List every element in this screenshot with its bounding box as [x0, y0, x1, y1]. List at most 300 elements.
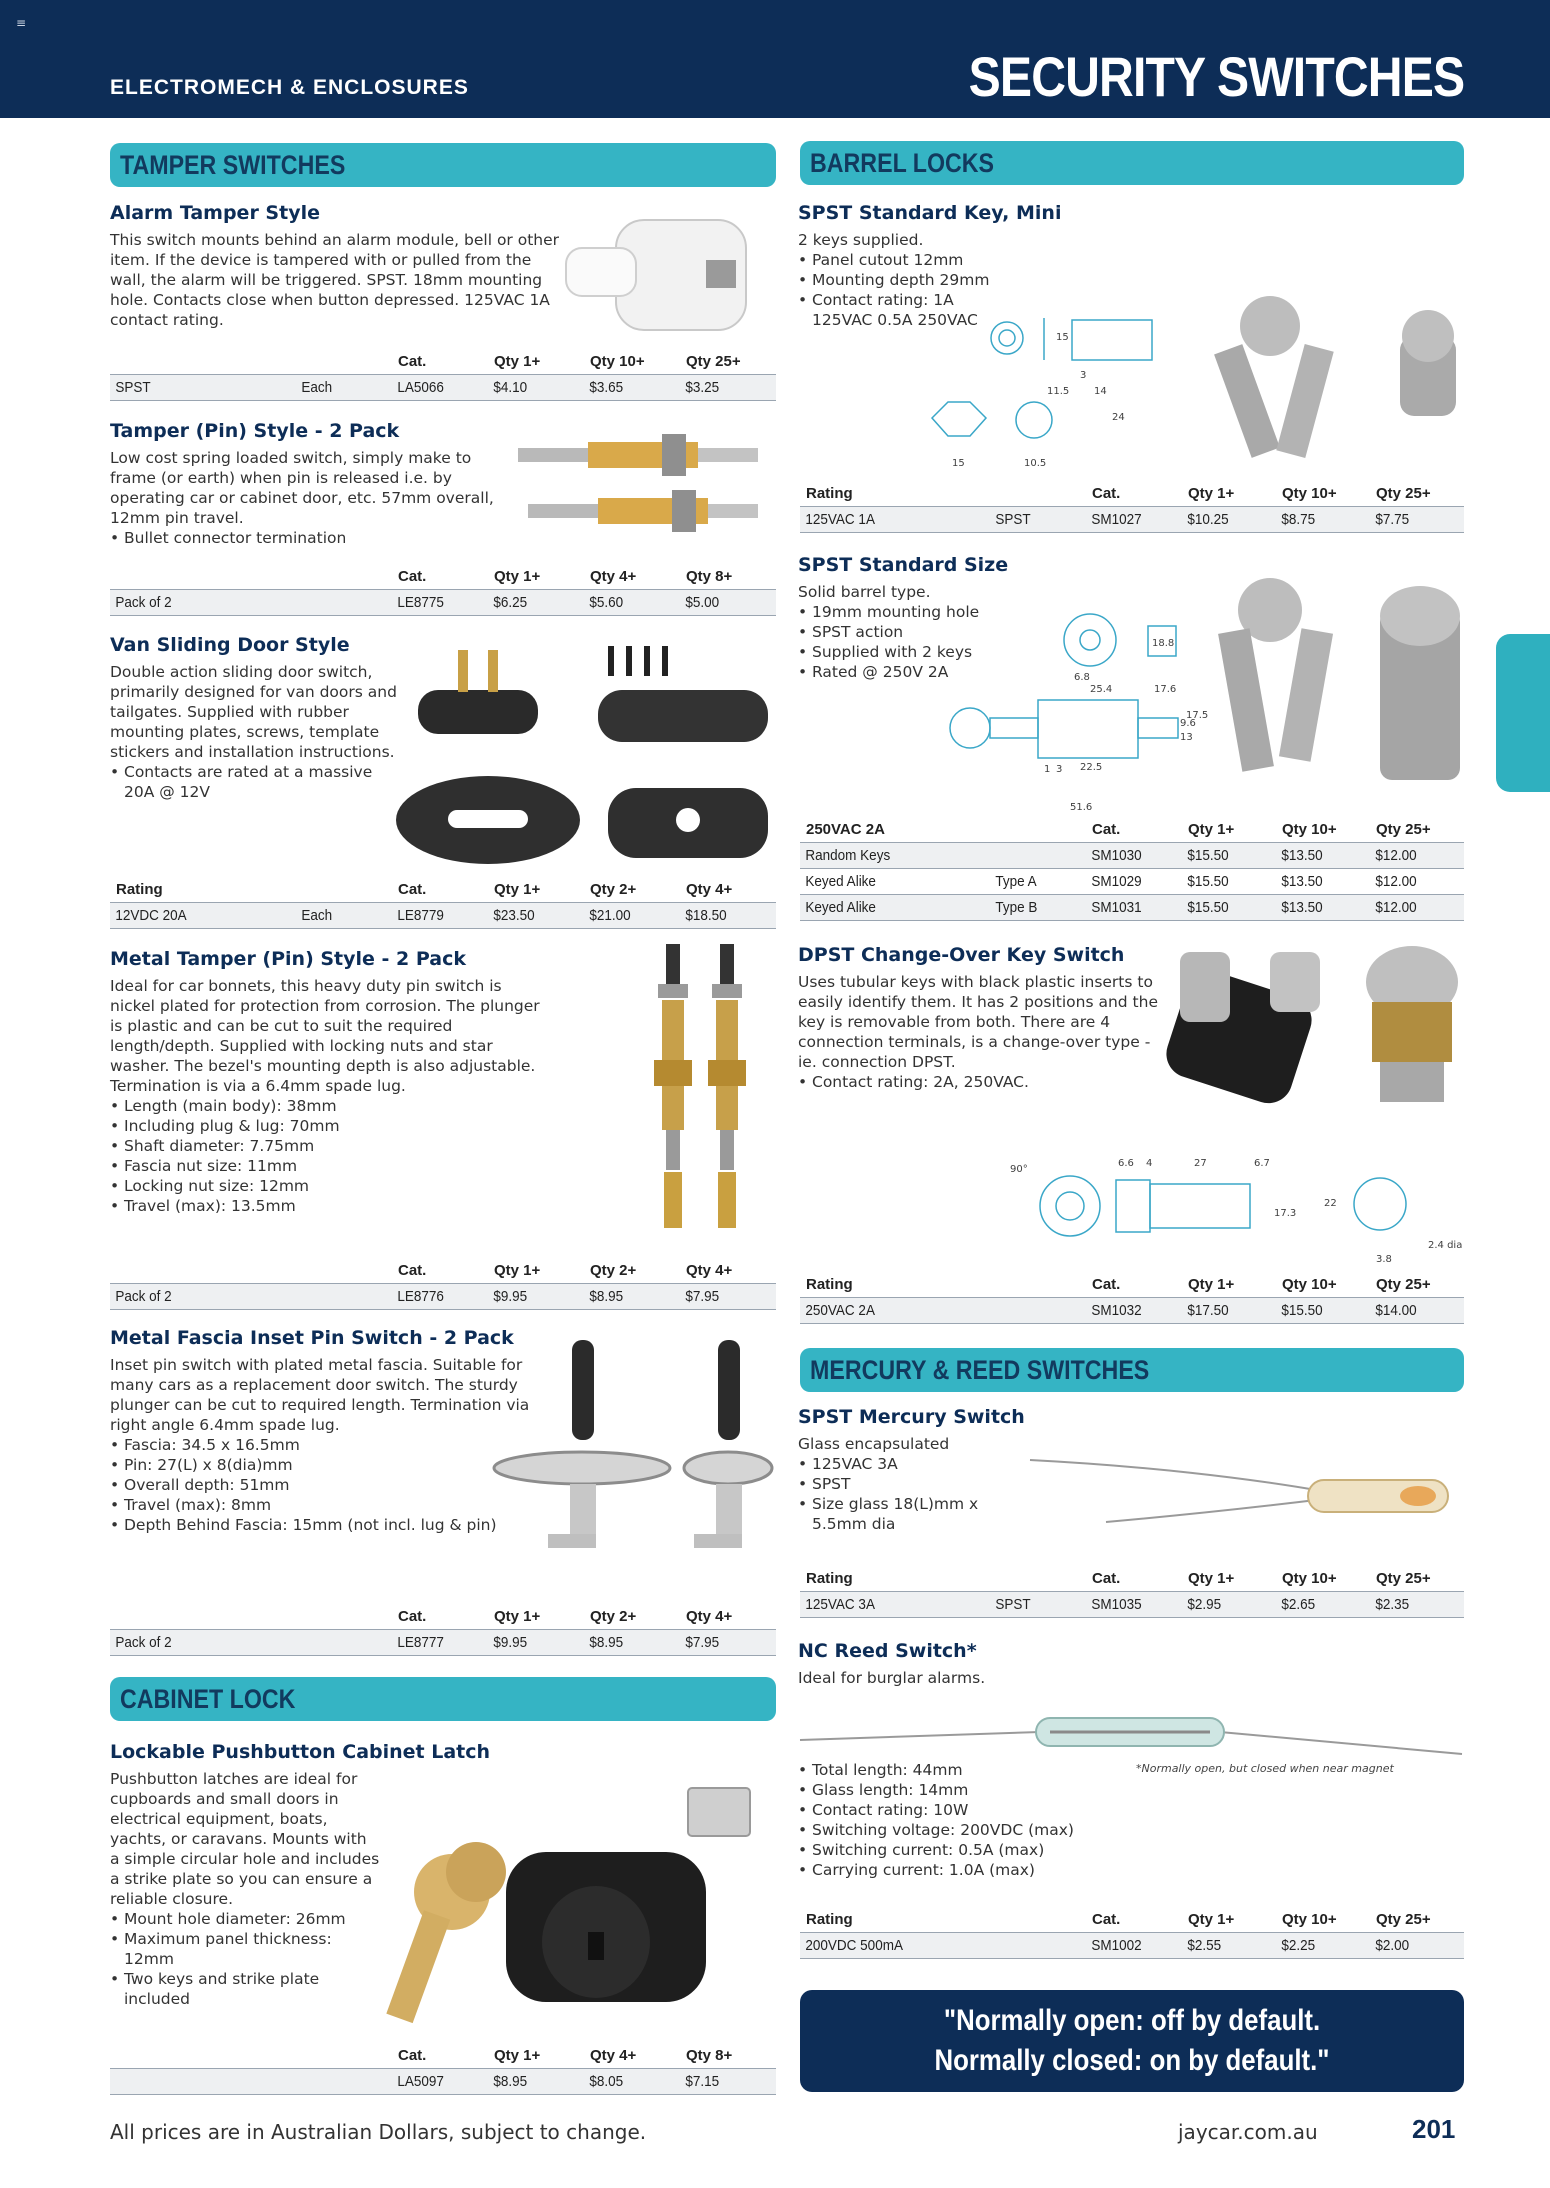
col-header: Rating — [806, 484, 853, 502]
col-header: Cat. — [1092, 820, 1121, 838]
price-table — [110, 563, 776, 616]
cell: $12.00 — [1375, 873, 1417, 890]
product-title: DPST Change-Over Key Switch — [798, 944, 1125, 966]
product-metal-tamper — [110, 948, 546, 1216]
cell: $8.95 — [493, 2073, 528, 2090]
list-item: • Including plug & lug: 70mm — [110, 1116, 546, 1136]
table-row — [800, 868, 1464, 894]
list-item: • Supplied with 2 keys — [798, 642, 1018, 662]
price-table — [110, 1603, 776, 1656]
section-bar-mercury — [800, 1348, 1464, 1392]
cell: LE8779 — [397, 907, 444, 924]
list-item: • Contact rating: 2A, 250VAC. — [798, 1072, 1168, 1092]
cell: $4.10 — [493, 379, 528, 396]
product-title: Metal Fascia Inset Pin Switch - 2 Pack — [110, 1327, 514, 1349]
list-item: • Pin: 27(L) x 8(dia)mm — [110, 1455, 540, 1475]
reed-switch-image — [800, 1700, 1464, 1764]
product-title: Metal Tamper (Pin) Style - 2 Pack — [110, 948, 467, 970]
cell: SM1027 — [1091, 511, 1142, 528]
section-bar-tamper — [110, 143, 776, 187]
dim-label: 27 — [1194, 1158, 1207, 1169]
product-title: Alarm Tamper Style — [110, 202, 320, 224]
cell: $15.50 — [1187, 873, 1229, 890]
cell — [296, 1283, 382, 1309]
alarm-tamper-switch-image — [556, 200, 776, 350]
cell: $15.50 — [1281, 1302, 1323, 1319]
col-header: Cat. — [1092, 1275, 1121, 1293]
reed-spec-block — [798, 1760, 1138, 1880]
section-label: ELECTROMECH & ENCLOSURES — [110, 76, 469, 99]
menu-icon[interactable]: ≡ — [16, 16, 27, 30]
dpst-dimension-drawing — [1000, 1150, 1463, 1270]
col-header: Cat. — [398, 1607, 427, 1625]
spec-list — [798, 1072, 1168, 1092]
col-header — [110, 1603, 296, 1629]
col-header: Qty 25+ — [1376, 820, 1431, 838]
list-item: • SPST action — [798, 622, 1018, 642]
col-header: Qty 4+ — [686, 1261, 733, 1279]
spec-list — [110, 1435, 540, 1535]
dim-label: 3 — [1056, 764, 1063, 775]
dim-label: 22 — [1324, 1198, 1337, 1209]
col-header — [110, 348, 296, 374]
cell: $23.50 — [493, 907, 535, 924]
cell: SPST — [995, 511, 1031, 528]
col-header: Qty 10+ — [1282, 1275, 1337, 1293]
table-row — [110, 1283, 776, 1309]
product-metal-fascia — [110, 1327, 540, 1535]
product-description: Uses tubular keys with black plastic inserts to easily identify them. It has 2 positions and the key is removable from both. There are 4 connection terminals, is a change-over type - ie. connection DPST. — [798, 973, 1158, 1071]
list-item: • Rated @ 250V 2A — [798, 662, 1018, 682]
col-header: Qty 4+ — [590, 567, 637, 585]
cell: SM1031 — [1091, 899, 1142, 916]
list-item: • Contact rating: 1A 125VAC 0.5A 250VAC — [798, 290, 998, 330]
cell: Type A — [995, 873, 1037, 890]
col-header: Qty 1+ — [1188, 484, 1235, 502]
product-description: This switch mounts behind an alarm module, bell or other item. If the device is tampered with or pulled from the wall, the alarm will be triggered. SPST. 18mm mounting hole. Contacts close when button depressed. 125VAC 1A contact rating. — [110, 231, 560, 329]
cell: $7.15 — [685, 2073, 720, 2090]
dim-label: 17.6 — [1154, 684, 1177, 695]
col-header: Qty 1+ — [494, 880, 541, 898]
dim-label: 22.5 — [1080, 762, 1103, 773]
list-item: • Mounting depth 29mm — [798, 270, 998, 290]
cell — [296, 2068, 382, 2094]
spst-standard-keys-image — [1200, 570, 1468, 800]
cell: $5.60 — [589, 594, 624, 611]
spst-mini-keys-image — [1210, 286, 1468, 466]
col-header — [110, 1257, 296, 1283]
price-table — [800, 1565, 1464, 1618]
cell: $6.25 — [493, 594, 528, 611]
list-item: • 125VAC 3A — [798, 1454, 1018, 1474]
cell: $13.50 — [1281, 899, 1323, 916]
list-item: • Glass length: 14mm — [798, 1780, 1138, 1800]
website-link[interactable]: jaycar.com.au — [1178, 2120, 1318, 2144]
product-description: Ideal for burglar alarms. — [798, 1669, 986, 1687]
col-header: Qty 10+ — [590, 352, 645, 370]
cell: 250VAC 2A — [805, 1302, 875, 1319]
col-header — [296, 876, 392, 902]
cell — [296, 1629, 382, 1655]
cell: $15.50 — [1187, 847, 1229, 864]
list-item: • Shaft diameter: 7.75mm — [110, 1136, 546, 1156]
cell — [990, 1932, 1076, 1958]
spec-list — [110, 762, 400, 802]
dim-label: 15 — [1056, 332, 1069, 343]
cell: Type B — [995, 899, 1038, 916]
section-bar-label: TAMPER SWITCHES — [120, 150, 346, 180]
cell: $2.00 — [1375, 1937, 1410, 1954]
dim-label: 11.5 — [1047, 386, 1070, 397]
dim-label: 10.5 — [1024, 458, 1047, 469]
spec-list — [110, 1096, 546, 1216]
list-item: • 19mm mounting hole — [798, 602, 1018, 622]
dim-label: 13 — [1180, 732, 1193, 743]
page-header — [0, 0, 1550, 118]
col-header — [296, 2042, 392, 2068]
cell: $8.05 — [589, 2073, 624, 2090]
cell: $2.25 — [1281, 1937, 1316, 1954]
list-item: • Travel (max): 8mm — [110, 1495, 540, 1515]
cell: $15.50 — [1187, 899, 1229, 916]
note-line-2: Normally closed: on by default." — [934, 2044, 1330, 2077]
cell: $18.50 — [685, 907, 727, 924]
list-item: • Switching current: 0.5A (max) — [798, 1840, 1138, 1860]
col-header: Qty 2+ — [590, 1607, 637, 1625]
dim-label: 17.5 — [1186, 710, 1209, 721]
cell: $12.00 — [1375, 847, 1417, 864]
dim-label: 9.6 — [1180, 718, 1196, 729]
col-header: Qty 1+ — [1188, 1569, 1235, 1587]
dim-label: 6.7 — [1254, 1158, 1270, 1169]
col-header — [990, 1565, 1086, 1591]
table-row — [110, 2068, 776, 2094]
col-header: Qty 2+ — [590, 880, 637, 898]
note-line-1: "Normally open: off by default. — [943, 2004, 1321, 2037]
dim-label: 18.8 — [1152, 638, 1175, 649]
spst-standard-dimension-drawing — [940, 600, 1209, 820]
product-cabinet-latch — [110, 1741, 491, 2009]
normally-open-closed-note — [800, 1990, 1464, 2092]
col-header: Qty 10+ — [1282, 820, 1337, 838]
col-header — [296, 1603, 392, 1629]
product-description: Glass encapsulated — [798, 1435, 950, 1453]
col-header: Qty 1+ — [1188, 820, 1235, 838]
dim-label: 24 — [1112, 412, 1125, 423]
col-header — [990, 816, 1086, 842]
cell: 125VAC 1A — [805, 511, 875, 528]
dim-label: 17.3 — [1274, 1208, 1297, 1219]
cell: SM1032 — [1091, 1302, 1142, 1319]
col-header — [296, 563, 392, 589]
col-header: Cat. — [398, 567, 427, 585]
table-row — [110, 589, 776, 615]
page-number: 201 — [1412, 2114, 1456, 2144]
table-row — [800, 1297, 1464, 1323]
cell: LA5097 — [397, 2073, 444, 2090]
spec-list — [798, 1454, 1018, 1534]
col-header: Qty 10+ — [1282, 1569, 1337, 1587]
list-item: • Fascia: 34.5 x 16.5mm — [110, 1435, 540, 1455]
col-header: Cat. — [1092, 484, 1121, 502]
cell — [110, 2068, 277, 2094]
col-header: Qty 1+ — [1188, 1910, 1235, 1928]
col-header: Qty 25+ — [1376, 484, 1431, 502]
cell: Random Keys — [805, 847, 891, 864]
cell: SM1030 — [1091, 847, 1142, 864]
cell: SPST — [115, 379, 151, 396]
cell: $17.50 — [1187, 1302, 1229, 1319]
product-description: Pushbutton latches are ideal for cupboards and small doors in electrical equipment, boats, yachts, or caravans. Mounts with a simple circular hole and includes a strike plate so you can ensure a reliable closure. — [110, 1770, 380, 1908]
product-title: NC Reed Switch* — [798, 1640, 977, 1662]
dim-label: 3 — [1080, 370, 1087, 381]
col-header: Qty 25+ — [686, 352, 741, 370]
col-header: Qty 2+ — [590, 1261, 637, 1279]
price-table — [800, 480, 1464, 533]
product-mercury — [798, 1406, 1025, 1534]
col-header: Qty 10+ — [1282, 1910, 1337, 1928]
cell: Pack of 2 — [115, 594, 172, 611]
col-header: Cat. — [398, 352, 427, 370]
cell: LE8775 — [397, 594, 444, 611]
page-title: SECURITY SWITCHES — [968, 45, 1464, 108]
dim-label: 90° — [1010, 1164, 1028, 1175]
col-header — [990, 1906, 1086, 1932]
list-item: • Overall depth: 51mm — [110, 1475, 540, 1495]
table-row — [800, 1591, 1464, 1617]
list-item: • Carrying current: 1.0A (max) — [798, 1860, 1138, 1880]
cell: Each — [301, 379, 333, 396]
product-title: SPST Mercury Switch — [798, 1406, 1025, 1428]
list-item: • Contact rating: 10W — [798, 1800, 1138, 1820]
cell — [990, 1297, 1076, 1323]
cell: $7.75 — [1375, 511, 1410, 528]
col-header — [296, 348, 392, 374]
section-bar-label: BARREL LOCKS — [810, 148, 995, 178]
col-header: Qty 1+ — [494, 567, 541, 585]
product-description: Solid barrel type. — [798, 583, 931, 601]
spec-list — [110, 1909, 380, 2009]
cell: LE8776 — [397, 1288, 444, 1305]
price-table — [800, 1271, 1464, 1324]
dim-label: 25.4 — [1090, 684, 1113, 695]
section-bar-barrel — [800, 141, 1464, 185]
reed-footnote: *Normally open, but closed when near magnet — [1136, 1762, 1394, 1775]
col-header: 250VAC 2A — [806, 820, 885, 838]
cell: $5.00 — [685, 594, 720, 611]
cell: 200VDC 500mA — [805, 1937, 903, 1954]
dim-label: 2.4 dia — [1428, 1240, 1463, 1251]
dpst-key-switch-image — [1160, 942, 1468, 1142]
cell: $7.95 — [685, 1288, 720, 1305]
product-reed — [798, 1640, 1198, 1688]
cell: $9.95 — [493, 1288, 528, 1305]
col-header: Rating — [806, 1910, 853, 1928]
col-header — [990, 1271, 1086, 1297]
product-description: Inset pin switch with plated metal fascia. Suitable for many cars as a replacement door switch. The sturdy plunger can be cut to required length. Termination via right angle 6.4mm spade lug. — [110, 1356, 530, 1434]
dim-label: 3.8 — [1376, 1254, 1392, 1265]
col-header: Qty 25+ — [1376, 1569, 1431, 1587]
cell: $2.95 — [1187, 1596, 1222, 1613]
col-header — [110, 2042, 296, 2068]
table-row — [800, 842, 1464, 868]
cell: SM1035 — [1091, 1596, 1142, 1613]
cell: $8.95 — [589, 1634, 624, 1651]
col-header: Cat. — [398, 1261, 427, 1279]
price-table — [110, 1257, 776, 1310]
dim-label: 6.8 — [1074, 672, 1090, 683]
cell: SM1002 — [1091, 1937, 1142, 1954]
cell: LA5066 — [397, 379, 444, 396]
col-header: Qty 8+ — [686, 567, 733, 585]
spec-list — [110, 528, 510, 548]
list-item: • Total length: 44mm — [798, 1760, 1138, 1780]
table-row — [800, 506, 1464, 532]
dim-label: 15 — [952, 458, 965, 469]
list-item: • Contacts are rated at a massive 20A @ 12V — [110, 762, 400, 802]
col-header: Rating — [806, 1569, 853, 1587]
cell: $7.95 — [685, 1634, 720, 1651]
product-description: 2 keys supplied. — [798, 231, 924, 249]
col-header — [296, 1257, 392, 1283]
col-header: Cat. — [398, 880, 427, 898]
cell: Keyed Alike — [805, 899, 876, 916]
list-item: • Two keys and strike plate included — [110, 1969, 380, 2009]
price-table — [110, 2042, 776, 2095]
list-item: • Travel (max): 13.5mm — [110, 1196, 546, 1216]
col-header: Cat. — [398, 2046, 427, 2064]
list-item: • Switching voltage: 200VDC (max) — [798, 1820, 1138, 1840]
mercury-switch-image — [1026, 1448, 1466, 1538]
dim-label: 6.6 — [1118, 1158, 1134, 1169]
cell: $21.00 — [589, 907, 631, 924]
section-bar-cabinet — [110, 1677, 776, 1721]
product-title: SPST Standard Key, Mini — [798, 202, 1062, 224]
cell: LE8777 — [397, 1634, 444, 1651]
dim-label: 1 — [1044, 764, 1051, 775]
cell: $14.00 — [1375, 1302, 1417, 1319]
cell: $9.95 — [493, 1634, 528, 1651]
col-header — [990, 480, 1086, 506]
cell — [296, 589, 382, 615]
col-header: Qty 10+ — [1282, 484, 1337, 502]
cell: $8.95 — [589, 1288, 624, 1305]
side-index-tab[interactable] — [1496, 634, 1550, 792]
product-alarm-tamper — [110, 202, 560, 330]
list-item: • Maximum panel thickness: 12mm — [110, 1929, 380, 1969]
cabinet-latch-image — [366, 1782, 776, 2042]
product-dpst — [798, 944, 1168, 1092]
cell: $2.55 — [1187, 1937, 1222, 1954]
col-header: Rating — [116, 880, 163, 898]
product-description: Double action sliding door switch, primarily designed for van doors and tailgates. Supplied with rubber mounting plates, screws, template stickers and installation instructions. — [110, 663, 397, 761]
cell: SM1029 — [1091, 873, 1142, 890]
section-bar-label: CABINET LOCK — [120, 1684, 296, 1714]
price-table — [800, 1906, 1464, 1959]
table-row — [800, 894, 1464, 920]
col-header — [110, 563, 296, 589]
price-table — [110, 876, 776, 929]
product-title: Van Sliding Door Style — [110, 634, 350, 656]
spst-mini-dimension-drawing — [912, 290, 1212, 474]
list-item: • Locking nut size: 12mm — [110, 1176, 546, 1196]
cell: SPST — [995, 1596, 1031, 1613]
product-title: SPST Standard Size — [798, 554, 1009, 576]
col-header: Qty 8+ — [686, 2046, 733, 2064]
product-description: Low cost spring loaded switch, simply make to frame (or earth) when pin is released i.e. by operating car or cabinet door, etc. 57mm overall, 12mm pin travel. — [110, 449, 494, 527]
col-header: Qty 1+ — [494, 2046, 541, 2064]
cell — [990, 842, 1076, 868]
col-header: Cat. — [1092, 1910, 1121, 1928]
cell: $2.35 — [1375, 1596, 1410, 1613]
col-header: Qty 1+ — [494, 1607, 541, 1625]
dim-label: 4 — [1146, 1158, 1153, 1169]
table-row — [800, 1932, 1464, 1958]
dim-label: 14 — [1094, 386, 1107, 397]
col-header: Rating — [806, 1275, 853, 1293]
list-item: • SPST — [798, 1474, 1018, 1494]
list-item: • Bullet connector termination — [110, 528, 510, 548]
cell: $3.25 — [685, 379, 720, 396]
tamper-pin-switch-image — [512, 430, 776, 550]
cell: Each — [301, 907, 333, 924]
section-bar-label: MERCURY & REED SWITCHES — [810, 1355, 1150, 1385]
list-item: • Mount hole diameter: 26mm — [110, 1909, 380, 1929]
cell: $2.65 — [1281, 1596, 1316, 1613]
list-item: • Size glass 18(L)mm x 5.5mm dia — [798, 1494, 1018, 1534]
list-item: • Panel cutout 12mm — [798, 250, 998, 270]
col-header: Qty 1+ — [1188, 1275, 1235, 1293]
cell: $10.25 — [1187, 511, 1229, 528]
col-header: Qty 25+ — [1376, 1910, 1431, 1928]
product-tamper-pin — [110, 420, 510, 548]
cell: Pack of 2 — [115, 1634, 172, 1651]
table-row — [110, 374, 776, 400]
metal-tamper-switch-image — [640, 940, 770, 1240]
spec-list — [798, 1760, 1138, 1880]
col-header: Qty 4+ — [686, 880, 733, 898]
dim-label: 51.6 — [1070, 802, 1093, 813]
col-header: Qty 4+ — [686, 1607, 733, 1625]
product-description: Ideal for car bonnets, this heavy duty pin switch is nickel plated for protection from corrosion. The plunger is plastic and can be cut to suit the required length/depth. Supplied with locking nuts and star washer. The bezel's mounting depth is also adjustable. Termination is via a 6.4mm spade lug. — [110, 977, 540, 1095]
product-van-door — [110, 634, 400, 802]
price-disclaimer: All prices are in Australian Dollars, subject to change. — [110, 2120, 647, 2144]
product-title: Tamper (Pin) Style - 2 Pack — [110, 420, 400, 442]
col-header: Qty 4+ — [590, 2046, 637, 2064]
col-header: Qty 1+ — [494, 352, 541, 370]
list-item: • Fascia nut size: 11mm — [110, 1156, 546, 1176]
price-table — [110, 348, 776, 401]
table-row — [110, 902, 776, 928]
van-door-switch-image — [398, 640, 776, 870]
cell: $12.00 — [1375, 899, 1417, 916]
cell: $3.65 — [589, 379, 624, 396]
cell: $8.75 — [1281, 511, 1316, 528]
cell: 125VAC 3A — [805, 1596, 875, 1613]
list-item: • Depth Behind Fascia: 15mm (not incl. lug & pin) — [110, 1515, 540, 1535]
cell: $13.50 — [1281, 873, 1323, 890]
metal-fascia-switch-image — [492, 1334, 776, 1566]
col-header: Qty 25+ — [1376, 1275, 1431, 1293]
col-header: Cat. — [1092, 1569, 1121, 1587]
col-header: Qty 1+ — [494, 1261, 541, 1279]
product-title: Lockable Pushbutton Cabinet Latch — [110, 1741, 491, 1763]
cell: 12VDC 20A — [115, 907, 187, 924]
cell: Pack of 2 — [115, 1288, 172, 1305]
list-item: • Length (main body): 38mm — [110, 1096, 546, 1116]
cell: $13.50 — [1281, 847, 1323, 864]
table-row — [110, 1629, 776, 1655]
